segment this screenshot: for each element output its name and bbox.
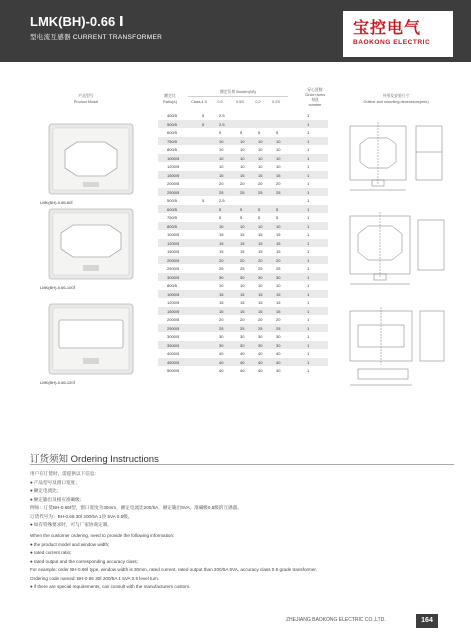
cell-ratio: 4500/5 xyxy=(167,359,180,365)
cell-class-02: 15 xyxy=(258,172,263,178)
brand-logo xyxy=(343,11,453,57)
cell-class-05s: 10 xyxy=(240,138,245,144)
cell-class-05: 15 xyxy=(219,249,224,255)
table-row xyxy=(158,111,328,120)
cell-class-05: 10 xyxy=(219,223,224,229)
outline-drawing-60 xyxy=(346,118,452,196)
cell-class-02s: 15 xyxy=(276,308,281,314)
cell-class-05: 30 xyxy=(219,334,224,340)
cell-class-02s: 15 xyxy=(276,291,281,297)
table-row xyxy=(158,162,328,171)
cell-class-02s: 30 xyxy=(276,342,281,348)
cell-class-05s: 15 xyxy=(240,291,245,297)
cell-ratio: 750/5 xyxy=(167,215,178,221)
cell-class-02: 40 xyxy=(258,359,263,365)
cell-class-05s: 5 xyxy=(240,206,243,212)
cell-turns: 1 xyxy=(307,325,310,331)
cell-ratio: 1000/5 xyxy=(167,232,180,238)
table-row xyxy=(158,315,328,324)
table-row xyxy=(158,349,328,358)
cell-class-02: 10 xyxy=(258,147,263,153)
cell-class-05s: 30 xyxy=(240,342,245,348)
table-row xyxy=(158,264,328,273)
cell-turns: 1 xyxy=(307,300,310,306)
cell-ratio: 800/5 xyxy=(167,147,178,153)
cell-class-05: 2.5 xyxy=(219,121,225,127)
cell-ratio: 1500/5 xyxy=(167,249,180,255)
en-line-5: Ordering code named: BH-0.66 30Ⅰ 200/5A 1 5VA 0.5 level turn. xyxy=(30,575,160,581)
cell-turns: 1 xyxy=(307,155,310,161)
class-value-1: 0.5S xyxy=(236,100,244,104)
table-row xyxy=(158,213,328,222)
table-row xyxy=(158,247,328,256)
cell-class-02: 30 xyxy=(258,342,263,348)
cell-class-02: 5 xyxy=(258,130,261,136)
cell-ratio: 1200/5 xyxy=(167,240,180,246)
cell-turns: 1 xyxy=(307,198,310,204)
cell-turns: 1 xyxy=(307,206,310,212)
col-dim-en: Outline and mounting dimensions(mm) xyxy=(363,100,429,104)
col-class-label: Class:1.0 xyxy=(191,100,207,104)
ct-image-120 xyxy=(43,300,139,378)
cell-class-05: 10 xyxy=(219,147,224,153)
cell-ratio: 3000/5 xyxy=(167,274,180,280)
cell-turns: 1 xyxy=(307,121,310,127)
col-window-en3: number xyxy=(308,103,322,107)
cell-class-05: 40 xyxy=(219,359,224,365)
en-line-1: ● the product model and window width; xyxy=(30,541,454,550)
cell-class-05s: 5 xyxy=(240,215,243,221)
cell-class-05: 25 xyxy=(219,189,224,195)
cell-class-05s: 25 xyxy=(240,325,245,331)
cell-class-02s: 10 xyxy=(276,283,281,289)
cn-line-1: ● 产品型号及窗口宽度； xyxy=(30,479,454,488)
cell-class-05: 15 xyxy=(219,232,224,238)
en-line-6: ● if there are special requirements, can consult with the manufacturers custom. xyxy=(30,583,454,592)
cell-ratio: 400/5 xyxy=(167,113,178,119)
cell-class-05: 40 xyxy=(219,368,224,374)
cell-class-05: 5 xyxy=(219,130,222,136)
cell-class-02: 20 xyxy=(258,181,263,187)
cell-class-05s: 15 xyxy=(240,308,245,314)
cell-class-02: 5 xyxy=(258,215,261,221)
col-burden: 额定负荷 Burden(VA) xyxy=(220,90,256,94)
cell-ratio: 1000/5 xyxy=(167,155,180,161)
cell-ratio: 800/5 xyxy=(167,283,178,289)
cn-line-0: 用户在订货时，需提供以下信息： xyxy=(30,471,99,476)
cell-ratio: 600/5 xyxy=(167,206,178,212)
cell-class-05: 5 xyxy=(219,206,222,212)
cell-class-02: 15 xyxy=(258,232,263,238)
cell-class-05: 30 xyxy=(219,274,224,280)
table-row xyxy=(158,145,328,154)
cell-class-02s: 5 xyxy=(276,215,279,221)
cell-class-02: 20 xyxy=(258,317,263,323)
cell-turns: 1 xyxy=(307,223,310,229)
page-subtitle: 型电流互感器 CURRENT TRANSFORMER xyxy=(30,34,163,41)
footer-company: ZHEJIANG BAOKONG ELECTRIC CO.,LTD. xyxy=(286,617,386,623)
cell-class-05s: 20 xyxy=(240,257,245,263)
cell-class-02: 15 xyxy=(258,300,263,306)
cell-class-02: 10 xyxy=(258,138,263,144)
cell-class-05: 15 xyxy=(219,172,224,178)
cell-class-05: 25 xyxy=(219,325,224,331)
cell-class-05s: 40 xyxy=(240,359,245,365)
cell-ratio: 1200/5 xyxy=(167,164,180,170)
cell-turns: 1 xyxy=(307,317,310,323)
table-row xyxy=(158,128,328,137)
table-row xyxy=(158,341,328,350)
cell-class-02s: 10 xyxy=(276,147,281,153)
cell-turns: 1 xyxy=(307,249,310,255)
cell-class-05: 40 xyxy=(219,351,224,357)
cell-class-05s: 40 xyxy=(240,368,245,374)
cell-class-02: 20 xyxy=(258,257,263,263)
cell-class-05s: 10 xyxy=(240,147,245,153)
cell-turns: 1 xyxy=(307,189,310,195)
col-window-cn: 穿心匝数 xyxy=(307,88,323,92)
cell-class-05s: 20 xyxy=(240,317,245,323)
cell-class-05: 10 xyxy=(219,155,224,161)
page-number: 164 xyxy=(416,614,438,628)
table-row xyxy=(158,171,328,180)
cell-ratio: 2000/5 xyxy=(167,257,180,263)
cell-turns: 1 xyxy=(307,240,310,246)
cell-ratio: 1500/5 xyxy=(167,308,180,314)
cell-class-02: 15 xyxy=(258,308,263,314)
cell-class-05: 15 xyxy=(219,240,224,246)
cell-class-05s: 15 xyxy=(240,232,245,238)
cell-turns: 1 xyxy=(307,172,310,178)
cell-turns: 1 xyxy=(307,283,310,289)
cell-class-05s: 15 xyxy=(240,240,245,246)
page-title: LMK(BH)-0.66 Ⅰ xyxy=(30,14,124,29)
cell-class-02s: 20 xyxy=(276,181,281,187)
cell-class-02s: 40 xyxy=(276,368,281,374)
cell-class-05: 20 xyxy=(219,181,224,187)
cell-ratio: 1200/5 xyxy=(167,300,180,306)
cell-class-02s: 15 xyxy=(276,249,281,255)
cell-class-05: 15 xyxy=(219,300,224,306)
cell-class-05: 25 xyxy=(219,266,224,272)
cell-class-02s: 25 xyxy=(276,325,281,331)
col-dim-cn: 外形及安装尺寸 xyxy=(382,94,410,98)
cell-class-1: 5 xyxy=(202,113,205,119)
cell-class-02s: 10 xyxy=(276,138,281,144)
table-row xyxy=(158,256,328,265)
cell-turns: 1 xyxy=(307,257,310,263)
cell-class-02: 10 xyxy=(258,223,263,229)
cell-turns: 1 xyxy=(307,368,310,374)
ordering-en-block xyxy=(30,532,454,592)
cell-class-02: 10 xyxy=(258,164,263,170)
cell-class-02s: 20 xyxy=(276,257,281,263)
table-row xyxy=(158,366,328,375)
ct-image-60 xyxy=(43,120,139,198)
cell-class-02s: 15 xyxy=(276,172,281,178)
table-row xyxy=(158,120,328,129)
cell-ratio: 3000/5 xyxy=(167,334,180,340)
en-line-2: ● rated current ratio; xyxy=(30,549,454,558)
col-window-en: Circle×turns xyxy=(304,93,326,97)
table-row xyxy=(158,230,328,239)
cell-class-05s: 10 xyxy=(240,155,245,161)
cell-class-02: 30 xyxy=(258,274,263,280)
cell-turns: 1 xyxy=(307,130,310,136)
cell-class-02s: 15 xyxy=(276,232,281,238)
model-label-100: LMK(BH)-0.66-100Ⅰ xyxy=(40,285,75,290)
cell-class-02s: 10 xyxy=(276,223,281,229)
cell-class-05s: 15 xyxy=(240,300,245,306)
table-row xyxy=(158,205,328,214)
cell-turns: 1 xyxy=(307,164,310,170)
cell-class-02s: 20 xyxy=(276,317,281,323)
cell-class-05s: 15 xyxy=(240,249,245,255)
ct-image-100 xyxy=(43,205,139,283)
cell-ratio: 2500/5 xyxy=(167,325,180,331)
cell-ratio: 3500/5 xyxy=(167,342,180,348)
logo-english: BAOKONG ELECTRIC xyxy=(353,39,431,46)
cell-ratio: 800/5 xyxy=(167,223,178,229)
cell-ratio: 2500/5 xyxy=(167,189,180,195)
table-row xyxy=(158,222,328,231)
cell-class-05s: 10 xyxy=(240,164,245,170)
ordering-divider xyxy=(30,464,454,465)
cell-class-05s: 25 xyxy=(240,189,245,195)
ordering-cn-block xyxy=(30,470,454,530)
cell-class-02: 25 xyxy=(258,189,263,195)
table-row xyxy=(158,154,328,163)
cell-turns: 1 xyxy=(307,215,310,221)
cell-class-05: 20 xyxy=(219,257,224,263)
spec-rows xyxy=(158,111,328,375)
cell-class-05: 10 xyxy=(219,138,224,144)
cell-ratio: 1500/5 xyxy=(167,172,180,178)
cell-class-05: 15 xyxy=(219,308,224,314)
table-row xyxy=(158,290,328,299)
cell-turns: 1 xyxy=(307,113,310,119)
cell-turns: 1 xyxy=(307,232,310,238)
cell-class-02s: 30 xyxy=(276,274,281,280)
cell-class-05s: 10 xyxy=(240,283,245,289)
cell-turns: 1 xyxy=(307,334,310,340)
cell-turns: 1 xyxy=(307,308,310,314)
cell-class-05: 10 xyxy=(219,164,224,170)
cell-turns: 1 xyxy=(307,342,310,348)
cell-turns: 1 xyxy=(307,147,310,153)
cell-ratio: 2500/5 xyxy=(167,266,180,272)
cell-class-02s: 30 xyxy=(276,334,281,340)
cell-turns: 1 xyxy=(307,266,310,272)
cell-class-02: 15 xyxy=(258,240,263,246)
cell-ratio: 500/5 xyxy=(167,121,178,127)
class-value-0: 0.5 xyxy=(217,100,223,104)
cell-class-02s: 40 xyxy=(276,359,281,365)
table-row xyxy=(158,324,328,333)
cell-class-05: 20 xyxy=(219,317,224,323)
en-line-0: When the customer ordering, need to provide the following information: xyxy=(30,533,175,538)
table-row xyxy=(158,188,328,197)
col-model-cn: 产品型号 xyxy=(78,94,94,98)
table-row xyxy=(158,307,328,316)
cell-ratio: 2000/5 xyxy=(167,181,180,187)
cell-class-05s: 30 xyxy=(240,274,245,280)
cell-turns: 1 xyxy=(307,274,310,280)
page-footer xyxy=(0,614,471,628)
class-value-2: 0.2 xyxy=(255,100,261,104)
model-label-60: LMK(BH)-0.66-60Ⅰ xyxy=(40,200,73,205)
cell-ratio: 600/5 xyxy=(167,130,178,136)
outline-drawing-100 xyxy=(346,210,452,288)
cell-class-05: 5 xyxy=(219,215,222,221)
cell-turns: 1 xyxy=(307,181,310,187)
cell-class-02: 25 xyxy=(258,266,263,272)
cell-ratio: 500/5 xyxy=(167,198,178,204)
cell-class-02s: 15 xyxy=(276,240,281,246)
col-model-en: Product Model xyxy=(73,100,99,104)
table-row xyxy=(158,332,328,341)
table-row xyxy=(158,179,328,188)
cell-class-02s: 10 xyxy=(276,155,281,161)
cell-class-05: 10 xyxy=(219,283,224,289)
table-row xyxy=(158,196,328,205)
class-value-3: 0.2S xyxy=(272,100,280,104)
cell-class-05s: 15 xyxy=(240,172,245,178)
table-row xyxy=(158,298,328,307)
cell-class-02: 25 xyxy=(258,325,263,331)
cell-turns: 1 xyxy=(307,359,310,365)
cell-class-02s: 5 xyxy=(276,130,279,136)
cell-class-05s: 25 xyxy=(240,266,245,272)
cell-class-02s: 5 xyxy=(276,206,279,212)
cell-class-02s: 25 xyxy=(276,266,281,272)
cell-ratio: 1000/5 xyxy=(167,291,180,297)
cell-class-02: 40 xyxy=(258,351,263,357)
cell-class-02s: 25 xyxy=(276,189,281,195)
cell-class-05: 30 xyxy=(219,342,224,348)
cell-class-05: 2.5 xyxy=(219,198,225,204)
cell-class-02: 5 xyxy=(258,206,261,212)
cell-class-05s: 10 xyxy=(240,223,245,229)
cell-class-02s: 10 xyxy=(276,164,281,170)
logo-chinese: 宝控电气 xyxy=(353,18,422,37)
outline-drawing-120 xyxy=(346,305,452,395)
table-row xyxy=(158,273,328,282)
cell-class-05s: 5 xyxy=(240,130,243,136)
cell-class-02s: 15 xyxy=(276,300,281,306)
cell-class-1: 5 xyxy=(202,121,205,127)
table-row xyxy=(158,358,328,367)
cell-ratio: 4000/5 xyxy=(167,351,180,357)
col-ratio-en: Ratio(A) xyxy=(163,100,177,104)
model-label-120: LMK(BH)-0.66-120Ⅰ xyxy=(40,380,75,385)
table-row xyxy=(158,239,328,248)
cell-class-05s: 40 xyxy=(240,351,245,357)
cell-class-02: 30 xyxy=(258,334,263,340)
cell-class-02: 10 xyxy=(258,155,263,161)
cn-line-5: 订货代号为：BH-0.66 30Ⅰ 200/5A 1匝 5VA 0.5级。 xyxy=(30,513,133,519)
cn-line-4: 例如：订货BH-0.66Ⅰ型，窗口宽度为30mm，额定电流比200/5A，额定输出5VA，准确级0.5级的互感器。 xyxy=(30,505,242,510)
cell-class-02: 15 xyxy=(258,291,263,297)
burden-divider xyxy=(188,96,288,97)
cell-ratio: 2000/5 xyxy=(167,317,180,323)
cn-line-3: ● 额定输出及相应准确级； xyxy=(30,496,454,505)
cell-class-05s: 20 xyxy=(240,181,245,187)
cell-ratio: 5000/5 xyxy=(167,368,180,374)
cn-line-6: ● 如有特殊要求时，可与厂家协商定制。 xyxy=(30,521,454,530)
cn-line-2: ● 额定电流比； xyxy=(30,487,454,496)
cell-turns: 1 xyxy=(307,291,310,297)
cell-class-02: 40 xyxy=(258,368,263,374)
cell-class-05: 15 xyxy=(219,291,224,297)
cell-class-1: 5 xyxy=(202,198,205,204)
table-row xyxy=(158,281,328,290)
cell-class-05s: 30 xyxy=(240,334,245,340)
cell-class-02: 10 xyxy=(258,283,263,289)
page-header xyxy=(0,0,471,62)
en-line-4: For example: order BH-0.66Ⅰ type, window width is 30mm, rated current, rated output than 200/5A 5VA, accuracy class 0.5 grade transformer. xyxy=(30,567,317,572)
en-line-3: ● rated output and the corresponding accuracy class; xyxy=(30,558,454,567)
ordering-title: 订货须知 Ordering Instructions xyxy=(30,454,159,465)
cell-class-02: 15 xyxy=(258,249,263,255)
col-window-en2: 每匝 xyxy=(311,98,319,102)
cell-class-05: 2.5 xyxy=(219,113,225,119)
cell-turns: 1 xyxy=(307,351,310,357)
cell-class-02s: 40 xyxy=(276,351,281,357)
cell-turns: 1 xyxy=(307,138,310,144)
cell-ratio: 750/5 xyxy=(167,138,178,144)
table-row xyxy=(158,137,328,146)
col-ratio-cn: 额定比 xyxy=(164,94,176,98)
